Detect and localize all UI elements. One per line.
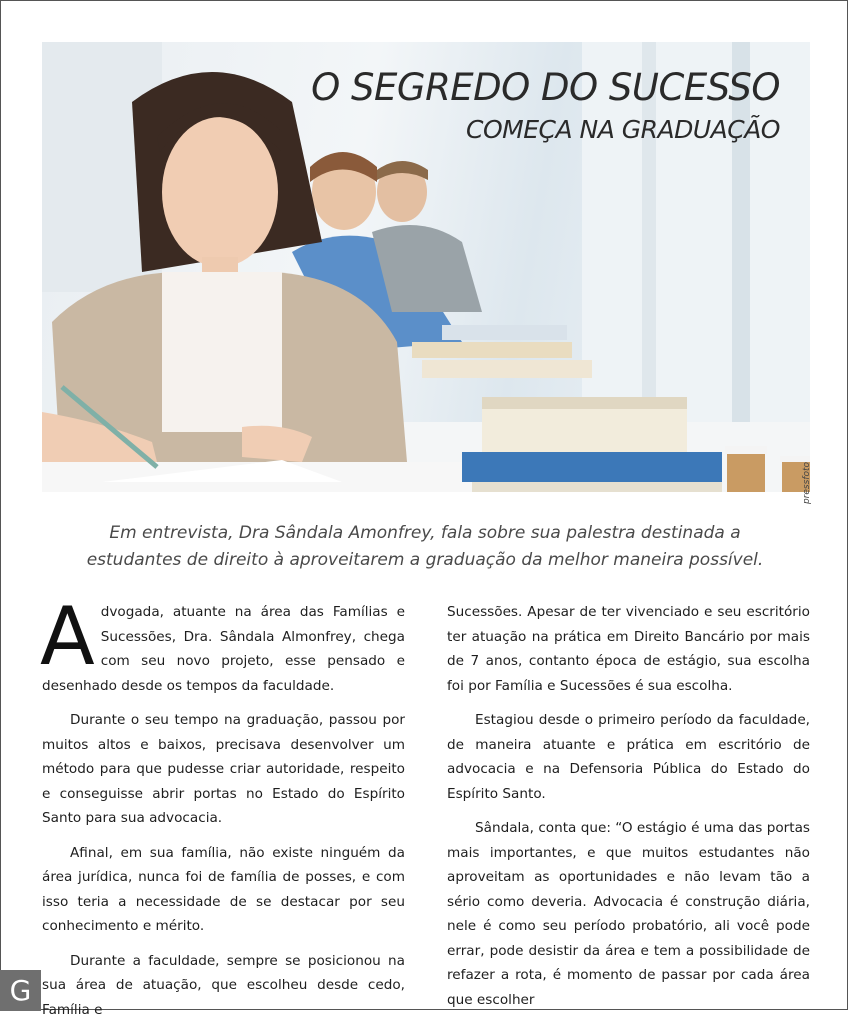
paragraph: Durante o seu tempo na graduação, passou por muitos altos e baixos, precisava desenvolver um método para que pudesse criar autoridade, respeito e conseguisse abrir portas no Estado do Espírito Santo para sua advocacia. (42, 708, 405, 831)
magazine-logo: G (0, 970, 41, 1011)
paragraph (42, 600, 405, 698)
article-title (311, 66, 780, 148)
paragraph: Sândala, conta que: “O estágio é uma das portas mais importantes, e que muitos estudantes não aproveitam as oportunidades e não levam tão a sério como deveria. Advocacia é construção diária, nele é como seu período probatório, ali você pode errar, pode desistir da área e tem a possibilidade de refazer a rota, é momento de passar por cada área que escolher (447, 816, 810, 1012)
article-body (42, 600, 810, 980)
photo-credit: pressfoto (802, 462, 812, 504)
title-line-1: O SEGREDO DO SUCESSO (311, 66, 780, 110)
hero-photo (42, 42, 810, 492)
drop-cap: A (40, 604, 95, 670)
title-line-2: COMEÇA NA GRADUAÇÃO (311, 110, 780, 148)
paragraph-text: dvogada, atuante na área das Famílias e Sucessões, Dra. Sândala Almonfrey, chega com seu novo projeto, esse pensado e desenhado desde os tempos da faculdade. (42, 604, 405, 694)
paragraph: Sucessões. Apesar de ter vivenciado e seu escritório ter atuação na prática em Direito Bancário por mais de 7 anos, contanto época de estágio, sua escolha foi por Família e Sucessões é sua escolha. (447, 600, 810, 698)
column-left (42, 600, 405, 980)
paragraph: Afinal, em sua família, não existe ninguém da área jurídica, nunca foi de família de posses, e com isso teria a necessidade de se destacar por seu conhecimento e mérito. (42, 841, 405, 939)
column-right (447, 600, 810, 980)
paragraph: Estagiou desde o primeiro período da faculdade, de maneira atuante e prática em escritório de advocacia e na Defensoria Pública do Estado do Espírito Santo. (447, 708, 810, 806)
article-lead: Em entrevista, Dra Sândala Amonfrey, fala sobre sua palestra destinada a estudantes de direito à aproveitarem a graduação da melhor maneira possível. (60, 520, 790, 574)
paragraph: Durante a faculdade, sempre se posicionou na sua área de atuação, que escolheu desde cedo, Família e (42, 949, 405, 1022)
